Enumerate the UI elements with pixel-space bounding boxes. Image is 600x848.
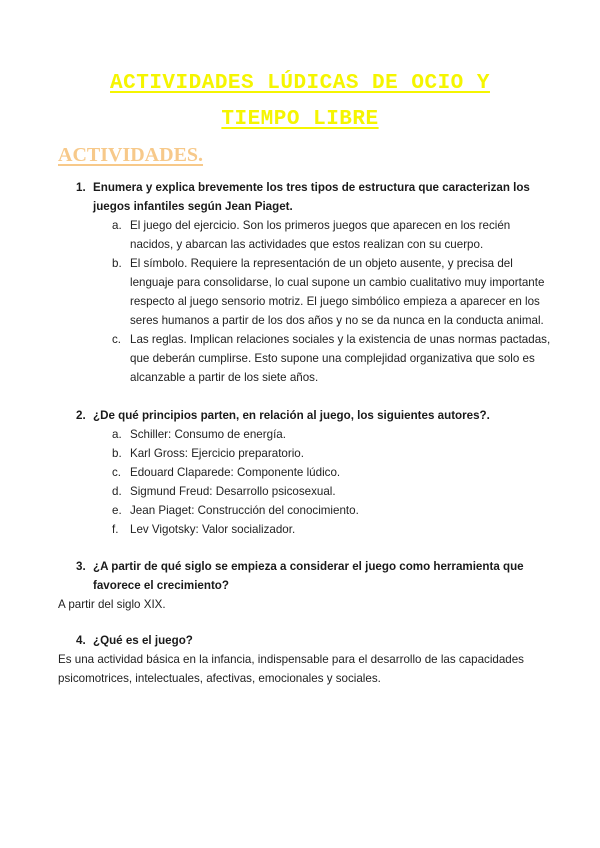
list-item: [112, 216, 554, 254]
list-item-letter: e.: [112, 504, 122, 517]
list-item-letter: a.: [112, 428, 122, 441]
list-item-letter: b.: [112, 257, 122, 270]
question-3-answer: A partir del siglo XIX.: [58, 598, 166, 611]
question-3: [76, 557, 542, 595]
document-title-line-1: ACTIVIDADES LÚDICAS DE OCIO Y: [110, 72, 490, 96]
list-item: [112, 254, 554, 330]
list-item: [112, 463, 554, 482]
list-item-text: Lev Vigotsky: Valor socializador.: [130, 523, 296, 536]
question-number: 3.: [76, 560, 86, 573]
list-item: [112, 482, 554, 501]
list-item-text: Schiller: Consumo de energía.: [130, 428, 286, 441]
list-item-text: Edouard Claparede: Componente lúdico.: [130, 466, 341, 479]
question-2-answer-list: [0, 425, 600, 539]
list-item-letter: d.: [112, 485, 122, 498]
list-item-letter: c.: [112, 466, 122, 479]
list-item-text: Sigmund Freud: Desarrollo psicosexual.: [130, 485, 336, 498]
list-item-letter: f.: [112, 523, 119, 536]
list-item: [112, 444, 554, 463]
section-heading: ACTIVIDADES.: [58, 144, 204, 166]
question-1-answer-list: [0, 216, 600, 387]
list-item-text: Jean Piaget: Construcción del conocimiento.: [130, 504, 359, 517]
list-item: [112, 520, 554, 539]
list-item: [112, 425, 554, 444]
question-number: 2.: [76, 409, 86, 422]
document-title-line-2: TIEMPO LIBRE: [221, 108, 379, 132]
list-item-letter: a.: [112, 219, 122, 232]
document-body: [0, 178, 600, 688]
question-4-answer: Es una actividad básica en la infancia, indispensable para el desarrollo de las capacidades psicomotrices, intelectuales, afectivas, emocionales y sociales.: [58, 653, 524, 685]
list-item-letter: b.: [112, 447, 122, 460]
question-text: Enumera y explica brevemente los tres tipos de estructura que caracterizan los juegos infantiles según Jean Piaget.: [93, 181, 530, 213]
list-item: [112, 330, 554, 387]
question-text: ¿De qué principios parten, en relación al juego, los siguientes autores?.: [93, 409, 490, 422]
list-item-text: Las reglas. Implican relaciones sociales y la existencia de unas normas pactadas, que deberán cumplirse. Esto supone una complejidad organizativa que solo es alcanzable a partir de los siete años.: [130, 333, 551, 384]
question-number: 4.: [76, 634, 86, 647]
question-4: [76, 631, 542, 650]
question-2: [76, 406, 542, 425]
question-number: 1.: [76, 181, 86, 194]
list-item-letter: c.: [112, 333, 122, 346]
list-item: [112, 501, 554, 520]
list-item-text: El juego del ejercicio. Son los primeros juegos que aparecen en los recién nacidos, y abarcan las actividades que estos realizan con su cuerpo.: [130, 219, 511, 251]
question-text: ¿A partir de qué siglo se empieza a considerar el juego como herramienta que favorece el crecimiento?: [93, 560, 524, 592]
document-title: [40, 66, 560, 138]
question-text: ¿Qué es el juego?: [93, 634, 193, 647]
list-item-text: Karl Gross: Ejercicio preparatorio.: [130, 447, 304, 460]
question-1: [76, 178, 542, 216]
list-item-text: El símbolo. Requiere la representación de un objeto ausente, y precisa del lenguaje para consolidarse, lo cual supone un cambio cualitativo muy importante respecto al juego sensorio motriz. El juego simbólico empieza a aparecer en los seres humanos a partir de los dos años y no se da nunca en la conducta animal.: [130, 257, 545, 327]
